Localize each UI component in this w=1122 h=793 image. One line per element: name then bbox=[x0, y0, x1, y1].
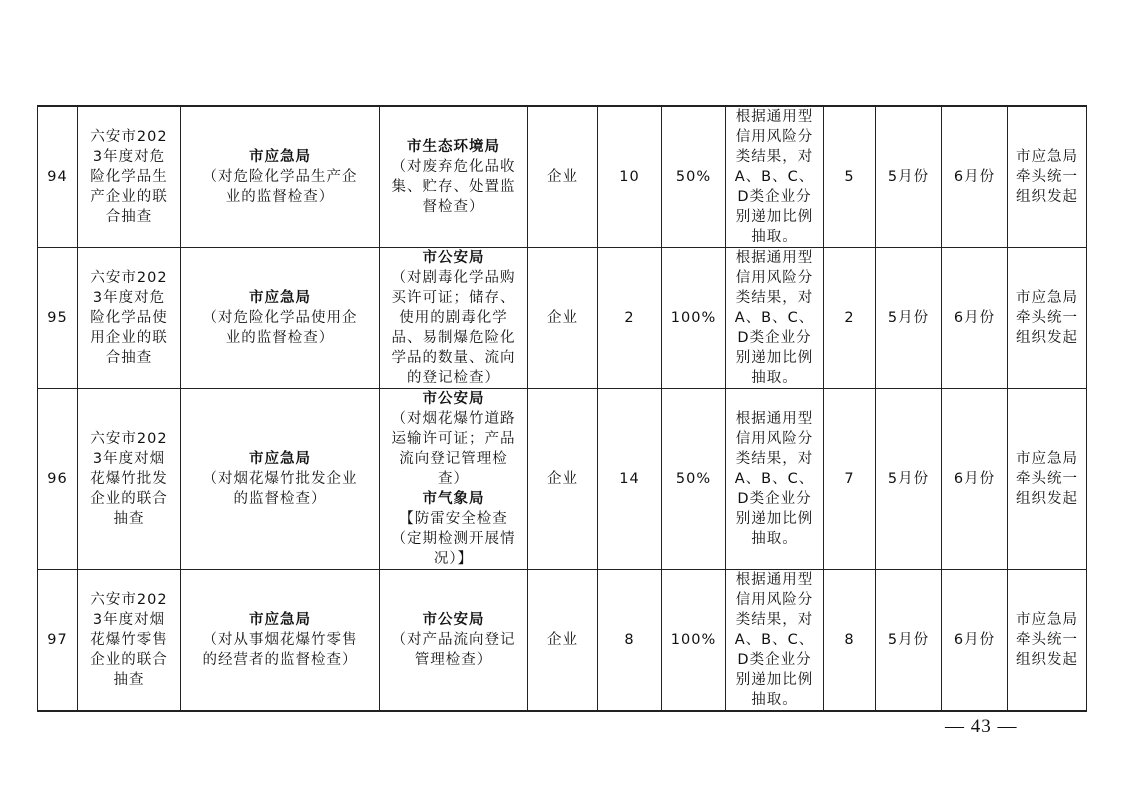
sample-size: 7 bbox=[824, 389, 876, 570]
row-number: 94 bbox=[38, 106, 78, 248]
partner-department: 市生态环境局 bbox=[407, 139, 500, 155]
table-row bbox=[38, 389, 1087, 570]
remarks: 市应急局牵头统一组织发起 bbox=[1008, 106, 1087, 248]
object-count: 10 bbox=[598, 106, 662, 248]
sampling-method: 根据通用型信用风险分类结果，对A、B、C、D类企业分别递加比例抽取。 bbox=[726, 106, 824, 248]
sampling-ratio: 100% bbox=[662, 248, 726, 389]
sampling-ratio: 100% bbox=[662, 570, 726, 712]
lead-inspection-item: （对从事烟花爆竹零售的经营者的监督检查） bbox=[202, 632, 358, 668]
partner-inspection-item: （对剧毒化学品购买许可证；储存、使用的剧毒化学品、易制爆危险化学品的数量、流向的登记检查） bbox=[391, 270, 516, 386]
partner-department: 市公安局 bbox=[422, 612, 485, 628]
start-month: 5月份 bbox=[876, 106, 942, 248]
sample-size: 5 bbox=[824, 106, 876, 248]
sampling-method: 根据通用型信用风险分类结果，对A、B、C、D类企业分别递加比例抽取。 bbox=[726, 389, 824, 570]
sampling-method: 根据通用型信用风险分类结果，对A、B、C、D类企业分别递加比例抽取。 bbox=[726, 248, 824, 389]
lead-inspection-item: （对危险化学品使用企业的监督检查） bbox=[202, 310, 358, 346]
partner-inspection-item: （对产品流向登记管理检查） bbox=[391, 632, 516, 668]
table-row bbox=[38, 570, 1087, 712]
inspection-table bbox=[37, 105, 1087, 712]
table-row bbox=[38, 106, 1087, 248]
partner-department-cell bbox=[380, 389, 528, 570]
task-name: 六安市2023年度对烟花爆竹零售企业的联合抽查 bbox=[78, 570, 181, 712]
lead-department-cell bbox=[181, 248, 380, 389]
partner-department-cell bbox=[380, 106, 528, 248]
remarks: 市应急局牵头统一组织发起 bbox=[1008, 389, 1087, 570]
partner-department-cell bbox=[380, 248, 528, 389]
object-count: 2 bbox=[598, 248, 662, 389]
page-number: — 43 — bbox=[945, 716, 1018, 737]
lead-department-cell bbox=[181, 570, 380, 712]
row-number: 96 bbox=[38, 389, 78, 570]
object-count: 14 bbox=[598, 389, 662, 570]
inspection-object: 企业 bbox=[528, 570, 598, 712]
lead-department: 市应急局 bbox=[249, 612, 311, 628]
start-month: 5月份 bbox=[876, 389, 942, 570]
object-count: 8 bbox=[598, 570, 662, 712]
end-month: 6月份 bbox=[942, 248, 1008, 389]
partner-inspection-item: （对烟花爆竹道路运输许可证；产品流向登记管理检查） bbox=[391, 411, 516, 487]
row-number: 97 bbox=[38, 570, 78, 712]
task-name: 六安市2023年度对危险化学品使用企业的联合抽查 bbox=[78, 248, 181, 389]
lead-department-cell bbox=[181, 106, 380, 248]
end-month: 6月份 bbox=[942, 106, 1008, 248]
partner-department-2: 市气象局 bbox=[422, 491, 485, 507]
sampling-ratio: 50% bbox=[662, 389, 726, 570]
partner-inspection-item-2: 【防雷安全检查（定期检测开展情况）】 bbox=[391, 511, 516, 567]
sample-size: 8 bbox=[824, 570, 876, 712]
lead-inspection-item: （对危险化学品生产企业的监督检查） bbox=[202, 169, 358, 205]
partner-department: 市公安局 bbox=[422, 250, 485, 266]
table-body bbox=[38, 106, 1087, 711]
partner-department-cell bbox=[380, 570, 528, 712]
inspection-object: 企业 bbox=[528, 106, 598, 248]
task-name: 六安市2023年度对烟花爆竹批发企业的联合抽查 bbox=[78, 389, 181, 570]
task-name: 六安市2023年度对危险化学品生产企业的联合抽查 bbox=[78, 106, 181, 248]
lead-department-cell bbox=[181, 389, 380, 570]
end-month: 6月份 bbox=[942, 389, 1008, 570]
end-month: 6月份 bbox=[942, 570, 1008, 712]
partner-inspection-item: （对废弃危化品收集、贮存、处置监督检查） bbox=[391, 159, 516, 215]
sample-size: 2 bbox=[824, 248, 876, 389]
inspection-object: 企业 bbox=[528, 389, 598, 570]
start-month: 5月份 bbox=[876, 570, 942, 712]
remarks: 市应急局牵头统一组织发起 bbox=[1008, 248, 1087, 389]
row-number: 95 bbox=[38, 248, 78, 389]
partner-department: 市公安局 bbox=[422, 391, 485, 407]
lead-department: 市应急局 bbox=[249, 149, 311, 165]
lead-department: 市应急局 bbox=[249, 290, 311, 306]
lead-department: 市应急局 bbox=[249, 451, 311, 467]
lead-inspection-item: （对烟花爆竹批发企业的监督检查） bbox=[202, 471, 358, 507]
sampling-method: 根据通用型信用风险分类结果，对A、B、C、D类企业分别递加比例抽取。 bbox=[726, 570, 824, 712]
sampling-ratio: 50% bbox=[662, 106, 726, 248]
remarks: 市应急局牵头统一组织发起 bbox=[1008, 570, 1087, 712]
start-month: 5月份 bbox=[876, 248, 942, 389]
inspection-object: 企业 bbox=[528, 248, 598, 389]
table-row bbox=[38, 248, 1087, 389]
